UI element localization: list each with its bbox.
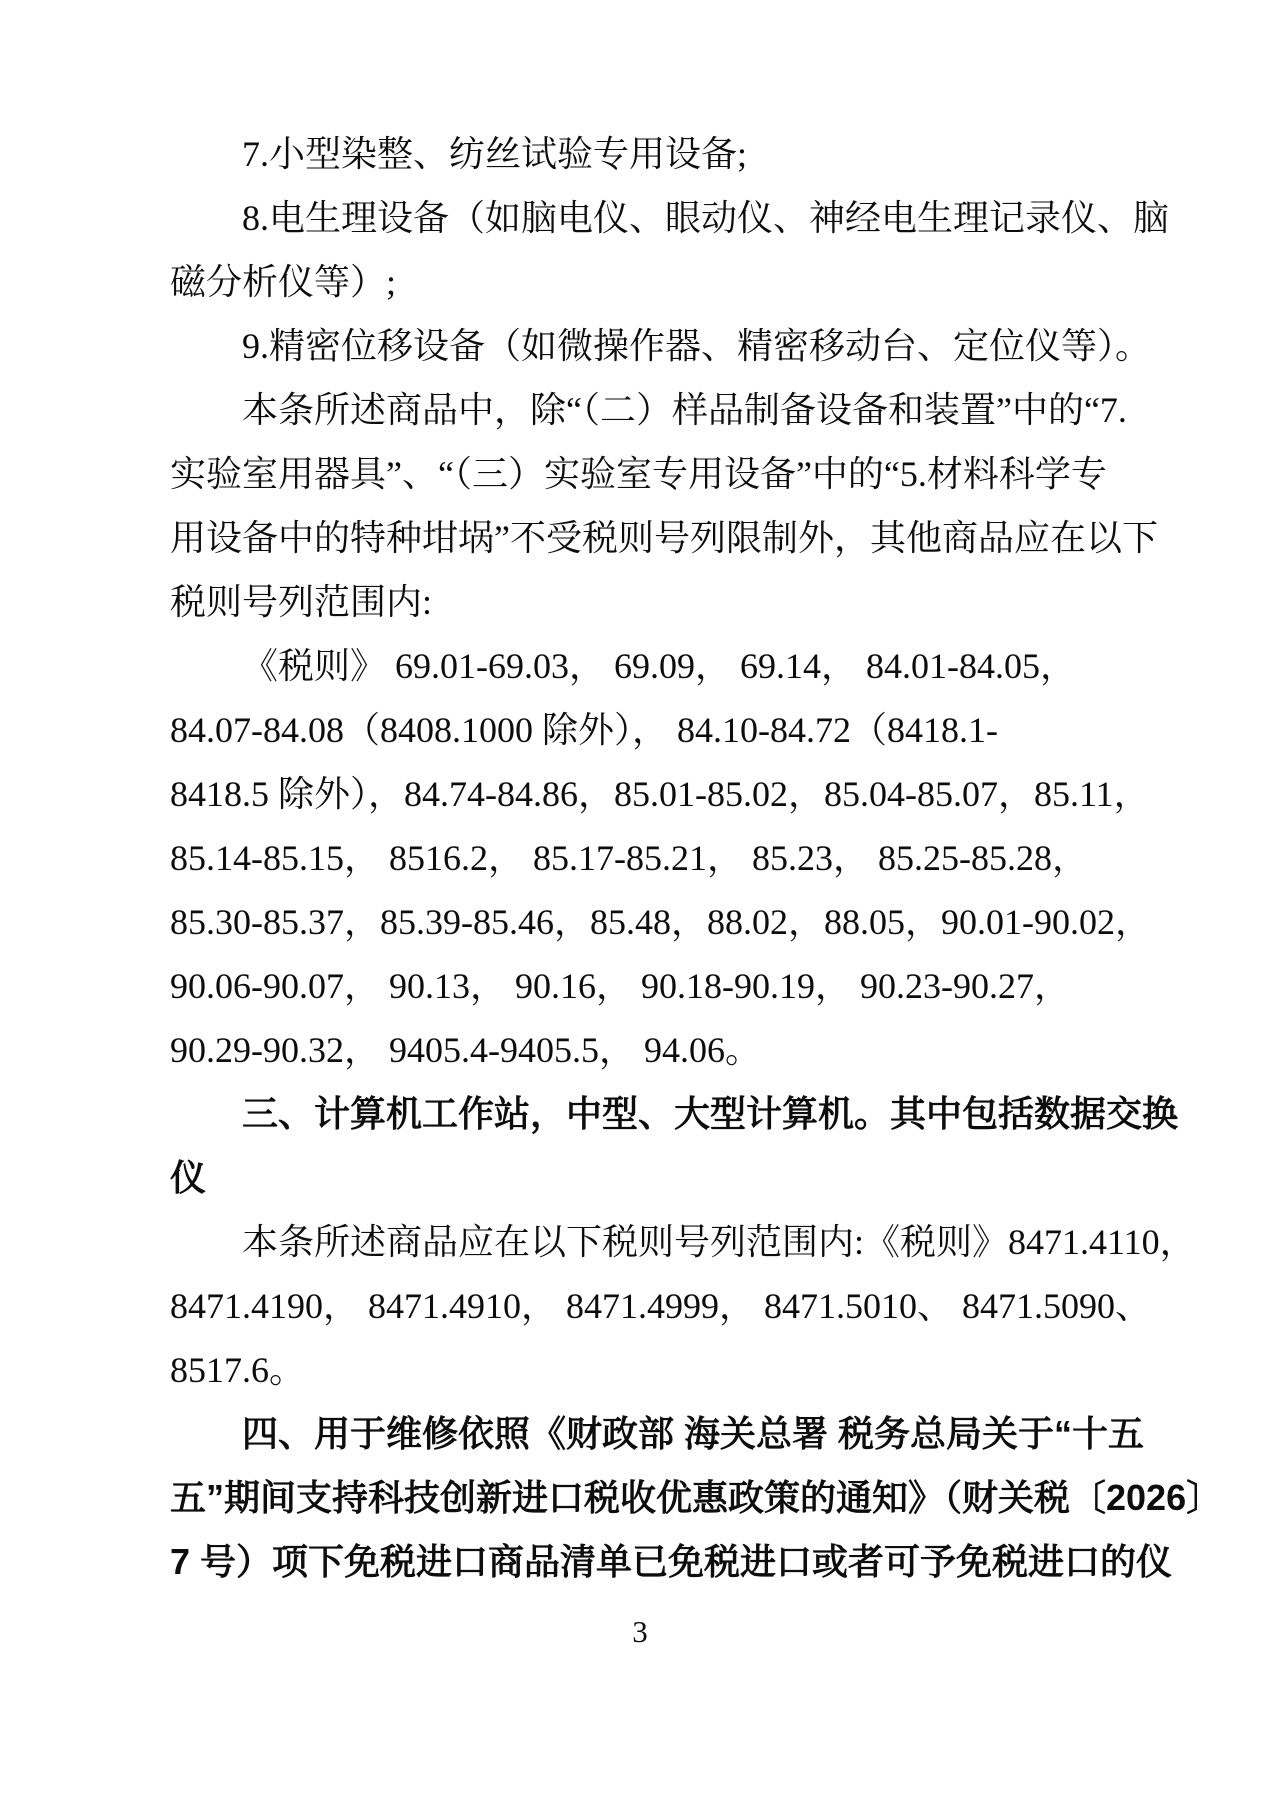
list-item-7: 7.小型染整、纺丝试验专用设备;: [242, 134, 748, 174]
tariff-codes-line-3: 8418.5 除外），84.74-84.86，85.01-85.02，85.04-85.07，85.11，: [170, 774, 1150, 814]
tariff-codes-line-6: 90.06-90.07， 90.13， 90.16， 90.18-90.19， 90.23-90.27，: [170, 966, 1070, 1006]
section-3-codes-line-1: 本条所述商品应在以下税则号列范围内:《税则》8471.4110，: [242, 1222, 1196, 1262]
paragraph-scope-line-1: 本条所述商品中，除“（二）样品制备设备和装置”中的“7.: [242, 390, 1127, 430]
tariff-codes-line-2: 84.07-84.08（8408.1000 除外）， 84.10-84.72（8418.1-: [170, 710, 998, 750]
paragraph-scope-line-4: 税则号列范围内:: [170, 582, 433, 622]
section-4-heading-line-3: 7 号）项下免税进口商品清单已免税进口或者可予免税进口的仪: [170, 1541, 1173, 1582]
section-4-heading-line-2: 五”期间支持科技创新进口税收优惠政策的通知》（财关税〔2026〕: [170, 1477, 1223, 1518]
section-3-codes-line-2: 8471.4190， 8471.4910， 8471.4999， 8471.5010、 8471.5090、: [170, 1286, 1151, 1326]
section-3-codes-line-3: 8517.6。: [170, 1350, 306, 1390]
section-3-heading-line-2: 仪: [170, 1157, 207, 1198]
tariff-codes-line-1: 《税则》 69.01-69.03， 69.09， 69.14， 84.01-84.05，: [242, 646, 1076, 686]
tariff-codes-line-4: 85.14-85.15， 8516.2， 85.17-85.21， 85.23， 85.25-85.28，: [170, 838, 1088, 878]
paragraph-scope-line-3: 用设备中的特种坩埚”不受税则号列限制外，其他商品应在以下: [170, 518, 1158, 558]
page-number: 3: [632, 1614, 648, 1649]
tariff-codes-line-5: 85.30-85.37，85.39-85.46，85.48，88.02，88.05，90.01-90.02，: [170, 902, 1151, 942]
document-body: [170, 122, 1223, 1594]
section-4-heading-line-1: 四、用于维修依照《财政部 海关总署 税务总局关于“十五: [242, 1413, 1145, 1454]
list-item-8-cont: 磁分析仪等）;: [170, 262, 397, 302]
section-3-heading-line-1: 三、计算机工作站，中型、大型计算机。其中包括数据交换: [242, 1093, 1179, 1134]
list-item-8: 8.电生理设备（如脑电仪、眼动仪、神经电生理记录仪、脑: [242, 198, 1170, 238]
paragraph-scope-line-2: 实验室用器具”、“（三）实验室专用设备”中的“5.材料科学专: [170, 454, 1107, 494]
tariff-codes-line-7: 90.29-90.32， 9405.4-9405.5， 94.06。: [170, 1030, 761, 1070]
list-item-9: 9.精密位移设备（如微操作器、精密移动台、定位仪等）。: [242, 326, 1152, 366]
